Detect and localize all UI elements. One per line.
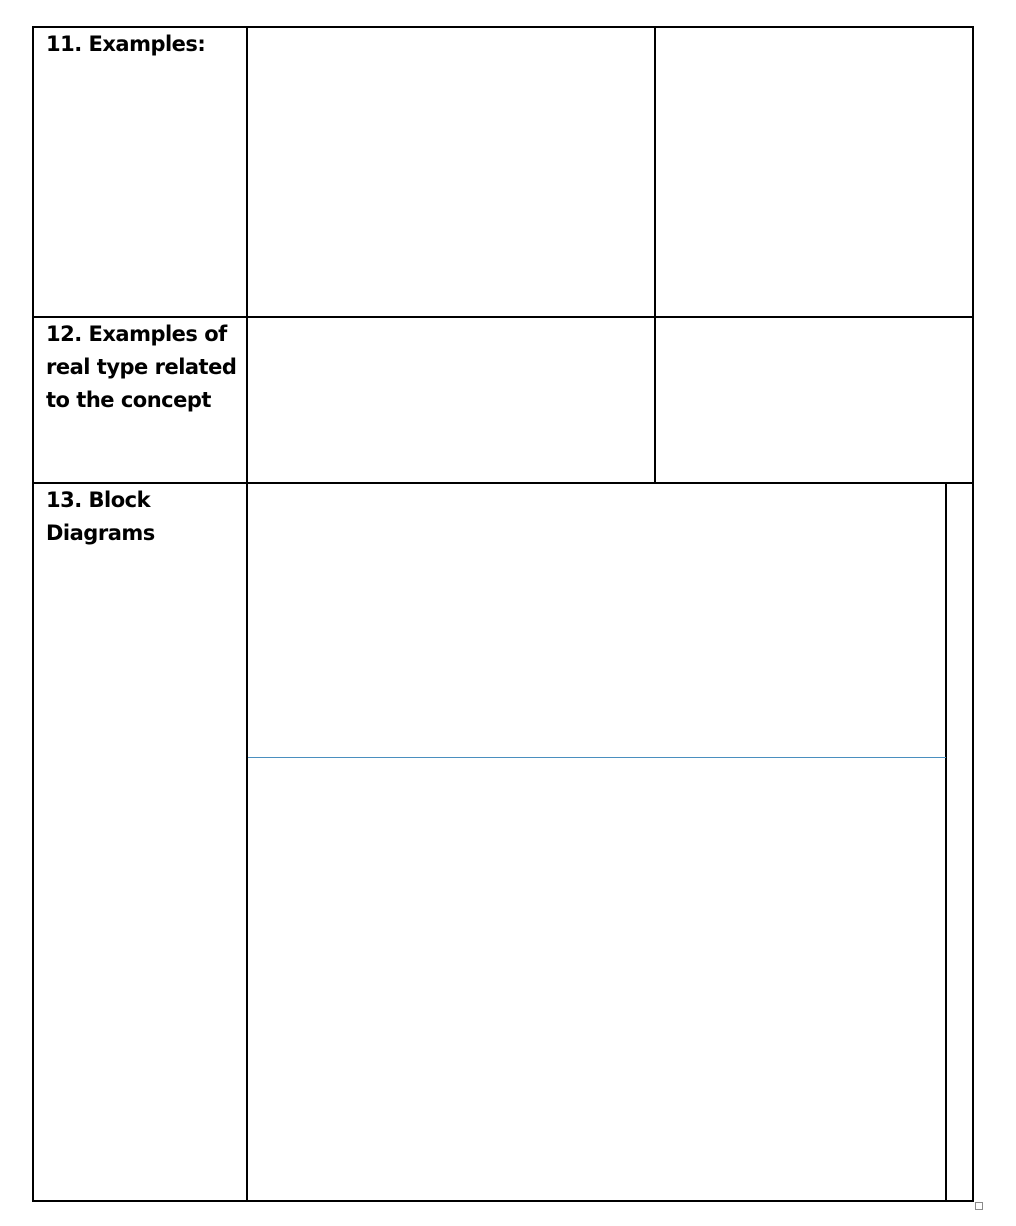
examples-cell-1[interactable] <box>248 28 654 316</box>
row-label-block-diagrams: 13. Block Diagrams <box>46 488 157 545</box>
real-examples-cell-1[interactable] <box>248 318 654 482</box>
block-diagram-cell-upper[interactable] <box>248 484 945 757</box>
row-label-examples: 11. Examples: <box>46 32 206 56</box>
block-diagram-split-line <box>248 757 946 758</box>
table-resize-handle[interactable] <box>975 1202 983 1210</box>
row-label-real-examples: 12. Examples of real type related to the concept <box>46 322 244 412</box>
examples-cell-2[interactable] <box>656 28 972 316</box>
real-examples-cell-2[interactable] <box>656 318 972 482</box>
block-diagram-cell-lower[interactable] <box>248 759 945 1200</box>
block-diagram-narrow-cell[interactable] <box>947 484 972 1200</box>
